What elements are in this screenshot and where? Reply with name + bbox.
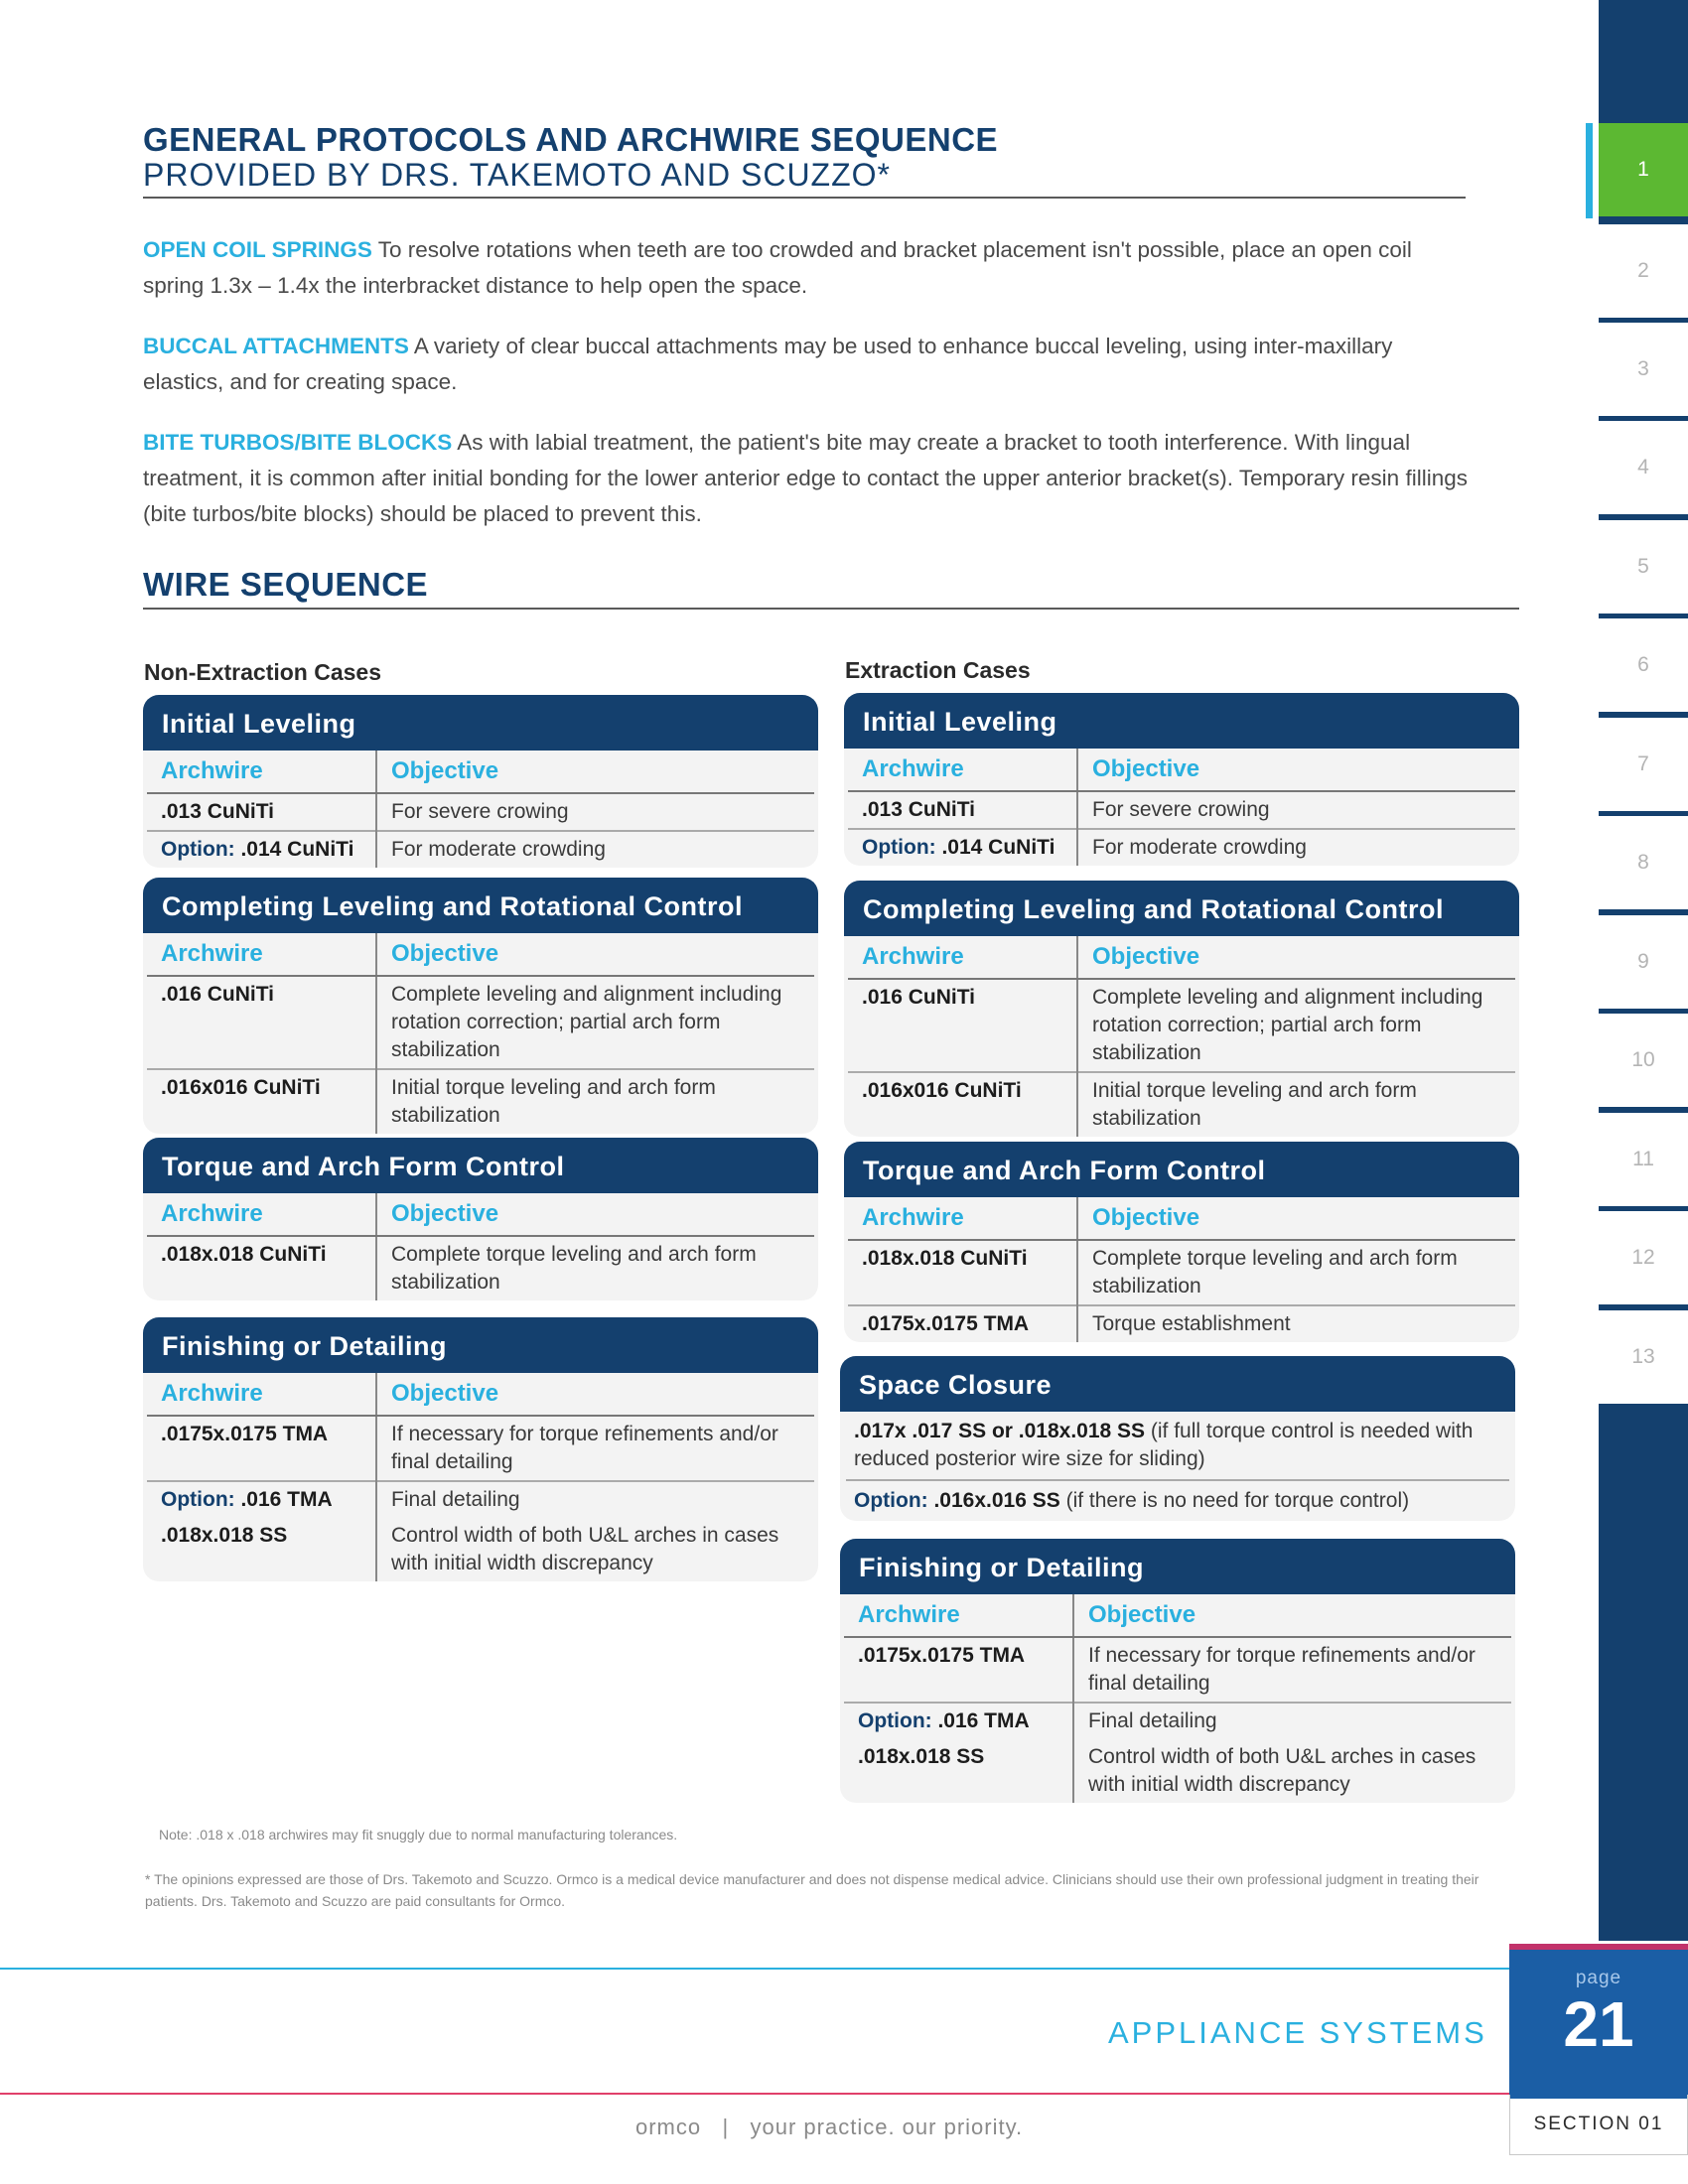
col-objective: Objective xyxy=(1077,936,1515,979)
objective-cell: For moderate crowding xyxy=(376,831,814,868)
archwire-cell: .0175x.0175 TMA xyxy=(147,1416,376,1481)
section-label: SECTION 01 xyxy=(1509,2095,1688,2155)
col-archwire: Archwire xyxy=(844,1594,1073,1637)
archwire-cell: .018x.018 SS xyxy=(161,1524,288,1547)
footer-tagline: ormco | your practice. our priority. xyxy=(635,2115,1024,2139)
side-tab-9[interactable]: 9 xyxy=(1599,915,1688,1013)
page-number-box xyxy=(1509,1944,1688,2099)
archwire-value: .014 CuNiTi xyxy=(935,836,1055,859)
table-row xyxy=(844,1703,1511,1739)
objective-cell: Initial torque leveling and arch form stabilization xyxy=(376,1069,814,1134)
archwire-cell: .0175x.0175 TMA xyxy=(848,1305,1077,1342)
option-label: Option: xyxy=(161,838,235,861)
wire-table xyxy=(147,933,814,1134)
card-non-ext-initial-leveling xyxy=(143,695,818,868)
card-non-ext-torque-arch-form xyxy=(143,1138,818,1300)
objective-cell: For moderate crowding xyxy=(1077,829,1515,866)
table-row xyxy=(848,791,1515,829)
side-tab-8[interactable]: 8 xyxy=(1599,816,1688,913)
wire-table xyxy=(844,1594,1511,1803)
paragraph-text: To resolve rotations when teeth are too crowded and bracket placement isn't possible, place an open coil spring 1.3x – 1.4x the interbracket distance to help open the space. xyxy=(143,237,1412,298)
objective-cell: Complete leveling and alignment including rotation correction; partial arch form stabilization xyxy=(376,976,814,1069)
card-ext-completing-leveling xyxy=(844,881,1519,1137)
table-row xyxy=(147,976,814,1069)
archwire-cell xyxy=(147,1481,376,1518)
active-tab-indicator xyxy=(1586,123,1593,218)
table-row xyxy=(848,979,1515,1072)
side-tab-7[interactable]: 7 xyxy=(1599,718,1688,815)
side-tab-6[interactable]: 6 xyxy=(1599,618,1688,716)
paragraph-bite-turbos xyxy=(143,425,1474,532)
wire-table xyxy=(147,1193,814,1300)
option-label: Option: xyxy=(862,836,936,859)
objective-cell: For severe crowing xyxy=(376,793,814,831)
page-label: page xyxy=(1575,1968,1622,1988)
card-title: Initial Leveling xyxy=(844,693,1519,749)
paragraph-buccal-attachments xyxy=(143,329,1474,400)
disclaimer: * The opinions expressed are those of Drs. Takemoto and Scuzzo. Ormco is a medical device manufacturer and does not dispense medical advice. Clinicians should use their own professional judgment in treating their patients. Drs. Takemoto and Scuzzo are paid consultants for Ormco. xyxy=(145,1871,1479,1909)
objective-cell: For severe crowing xyxy=(1077,791,1515,829)
page-number: 21 xyxy=(1563,1988,1634,2060)
archwire-cell xyxy=(848,829,1077,866)
wire-table xyxy=(848,749,1515,866)
footer-bottom-line xyxy=(0,2093,1509,2095)
objective-cell: Complete torque leveling and arch form stabilization xyxy=(1077,1240,1515,1305)
extraction-heading: Extraction Cases xyxy=(845,657,1031,683)
archwire-cell: .018x.018 CuNiTi xyxy=(147,1236,376,1300)
archwire-cell: .0175x.0175 TMA xyxy=(844,1637,1073,1703)
col-archwire: Archwire xyxy=(147,933,376,976)
archwire-cell: .018x.018 SS xyxy=(858,1745,985,1768)
side-tab-5[interactable]: 5 xyxy=(1599,520,1688,617)
archwire-value: .016 TMA xyxy=(931,1709,1030,1732)
archwire-cell: .013 CuNiTi xyxy=(848,791,1077,829)
card-ext-initial-leveling xyxy=(844,693,1519,866)
col-archwire: Archwire xyxy=(848,1197,1077,1240)
objective-text: (if full torque control is needed with reduced posterior wire size for sliding) xyxy=(854,1420,1474,1470)
card-non-ext-completing-leveling xyxy=(143,878,818,1134)
card-title: Finishing or Detailing xyxy=(840,1539,1515,1594)
space-closure-row xyxy=(846,1479,1509,1521)
side-tab-13[interactable]: 13 xyxy=(1599,1310,1688,1408)
side-tab-1[interactable]: 1 xyxy=(1599,123,1688,216)
col-archwire: Archwire xyxy=(848,936,1077,979)
archwire-value: .016 TMA xyxy=(234,1488,333,1511)
table-row xyxy=(848,1072,1515,1137)
wire-table xyxy=(848,936,1515,1137)
wire-table xyxy=(147,751,814,868)
col-objective: Objective xyxy=(376,1373,814,1416)
card-title: Completing Leveling and Rotational Control xyxy=(844,881,1519,936)
paragraph-lead: OPEN COIL SPRINGS xyxy=(143,237,372,262)
title-divider xyxy=(143,197,1466,199)
col-objective: Objective xyxy=(376,933,814,976)
objective-cell: Initial torque leveling and arch form stabilization xyxy=(1077,1072,1515,1137)
space-closure-row xyxy=(840,1412,1515,1479)
card-title: Finishing or Detailing xyxy=(143,1317,818,1373)
table-row xyxy=(844,1739,1511,1803)
col-archwire: Archwire xyxy=(848,749,1077,791)
archwire-cell xyxy=(147,831,376,868)
page-title: GENERAL PROTOCOLS AND ARCHWIRE SEQUENCE xyxy=(143,121,999,158)
archwire-cell: .016 CuNiTi xyxy=(848,979,1077,1072)
footer-top-line xyxy=(0,1968,1509,1970)
table-row xyxy=(844,1637,1511,1703)
side-tab-12[interactable]: 12 xyxy=(1599,1211,1688,1308)
side-tab-10[interactable]: 10 xyxy=(1599,1014,1688,1111)
col-archwire: Archwire xyxy=(147,1193,376,1236)
archwire-cell: .016x016 CuNiTi xyxy=(147,1069,376,1134)
card-non-ext-finishing-detailing xyxy=(143,1317,818,1581)
table-row xyxy=(848,1240,1515,1305)
wire-sequence-heading: WIRE SEQUENCE xyxy=(143,566,429,603)
paragraph-text: A variety of clear buccal attachments may be used to enhance buccal leveling, using inter-maxillary elastics, and for creating space. xyxy=(143,334,1393,394)
wire-table xyxy=(848,1197,1515,1342)
objective-cell: Final detailing xyxy=(376,1481,814,1518)
wire-table xyxy=(147,1373,814,1581)
side-tab-4[interactable]: 4 xyxy=(1599,421,1688,518)
table-row xyxy=(147,1416,814,1481)
archwire-value: .017x .017 SS or .018x.018 SS xyxy=(854,1420,1146,1442)
paragraph-lead: BITE TURBOS/BITE BLOCKS xyxy=(143,430,453,455)
objective-cell: Control width of both U&L arches in cases with initial width discrepancy xyxy=(1073,1739,1511,1803)
card-title: Torque and Arch Form Control xyxy=(143,1138,818,1193)
objective-cell: Final detailing xyxy=(1073,1703,1511,1739)
card-title: Initial Leveling xyxy=(143,695,818,751)
archwire-cell: .016 CuNiTi xyxy=(147,976,376,1069)
wire-sequence-divider xyxy=(143,608,1519,610)
table-row xyxy=(147,1518,814,1581)
table-row xyxy=(147,1481,814,1518)
objective-cell: Complete torque leveling and arch form stabilization xyxy=(376,1236,814,1300)
objective-cell: If necessary for torque refinements and/or final detailing xyxy=(1073,1637,1511,1703)
table-row xyxy=(147,831,814,868)
card-ext-finishing-detailing xyxy=(840,1539,1515,1803)
archwire-cell: .018x.018 CuNiTi xyxy=(848,1240,1077,1305)
objective-cell: Torque establishment xyxy=(1077,1305,1515,1342)
col-objective: Objective xyxy=(1077,1197,1515,1240)
archwire-value: .014 CuNiTi xyxy=(234,838,354,861)
paragraph-lead: BUCCAL ATTACHMENTS xyxy=(143,334,409,358)
table-row xyxy=(147,793,814,831)
objective-cell: Complete leveling and alignment including rotation correction; partial arch form stabilization xyxy=(1077,979,1515,1072)
card-title: Torque and Arch Form Control xyxy=(844,1142,1519,1197)
side-tab-2[interactable]: 2 xyxy=(1599,224,1688,322)
archwire-cell: .013 CuNiTi xyxy=(147,793,376,831)
table-row xyxy=(848,1305,1515,1342)
objective-cell: If necessary for torque refinements and/or final detailing xyxy=(376,1416,814,1481)
archwire-cell xyxy=(844,1703,1073,1739)
table-row xyxy=(848,829,1515,866)
non-extraction-heading: Non-Extraction Cases xyxy=(144,659,382,685)
side-tab-11[interactable]: 11 xyxy=(1599,1113,1688,1210)
option-label: Option: xyxy=(858,1709,932,1732)
archwire-value: .016x.016 SS xyxy=(927,1489,1060,1512)
section-title: APPLIANCE SYSTEMS xyxy=(1108,2015,1487,2050)
col-objective: Objective xyxy=(376,1193,814,1236)
col-objective: Objective xyxy=(376,751,814,793)
table-row xyxy=(147,1069,814,1134)
archwire-cell: .016x016 CuNiTi xyxy=(848,1072,1077,1137)
objective-cell: Control width of both U&L arches in cases with initial width discrepancy xyxy=(376,1518,814,1581)
col-archwire: Archwire xyxy=(147,1373,376,1416)
col-archwire: Archwire xyxy=(147,751,376,793)
col-objective: Objective xyxy=(1077,749,1515,791)
card-ext-torque-arch-form xyxy=(844,1142,1519,1342)
option-label: Option: xyxy=(161,1488,235,1511)
card-title: Space Closure xyxy=(840,1356,1515,1412)
objective-text: (if there is no need for torque control) xyxy=(1059,1489,1410,1512)
card-ext-space-closure xyxy=(840,1356,1515,1521)
option-label: Option: xyxy=(854,1489,928,1512)
page-subtitle: PROVIDED BY DRS. TAKEMOTO AND SCUZZO* xyxy=(143,157,891,193)
col-objective: Objective xyxy=(1073,1594,1511,1637)
side-tab-3[interactable]: 3 xyxy=(1599,323,1688,420)
paragraph-open-coil-springs xyxy=(143,232,1474,304)
table-row xyxy=(147,1236,814,1300)
tolerance-note: Note: .018 x .018 archwires may fit snuggly due to normal manufacturing tolerances. xyxy=(159,1827,678,1843)
paragraph-text: As with labial treatment, the patient's bite may create a bracket to tooth interference. With lingual treatment, it is common after initial bonding for the lower anterior edge to contact the upper anterior bracket(s). Temporary resin fillings (bite turbos/bite blocks) should be placed to prevent this. xyxy=(143,430,1468,526)
card-title: Completing Leveling and Rotational Control xyxy=(143,878,818,933)
